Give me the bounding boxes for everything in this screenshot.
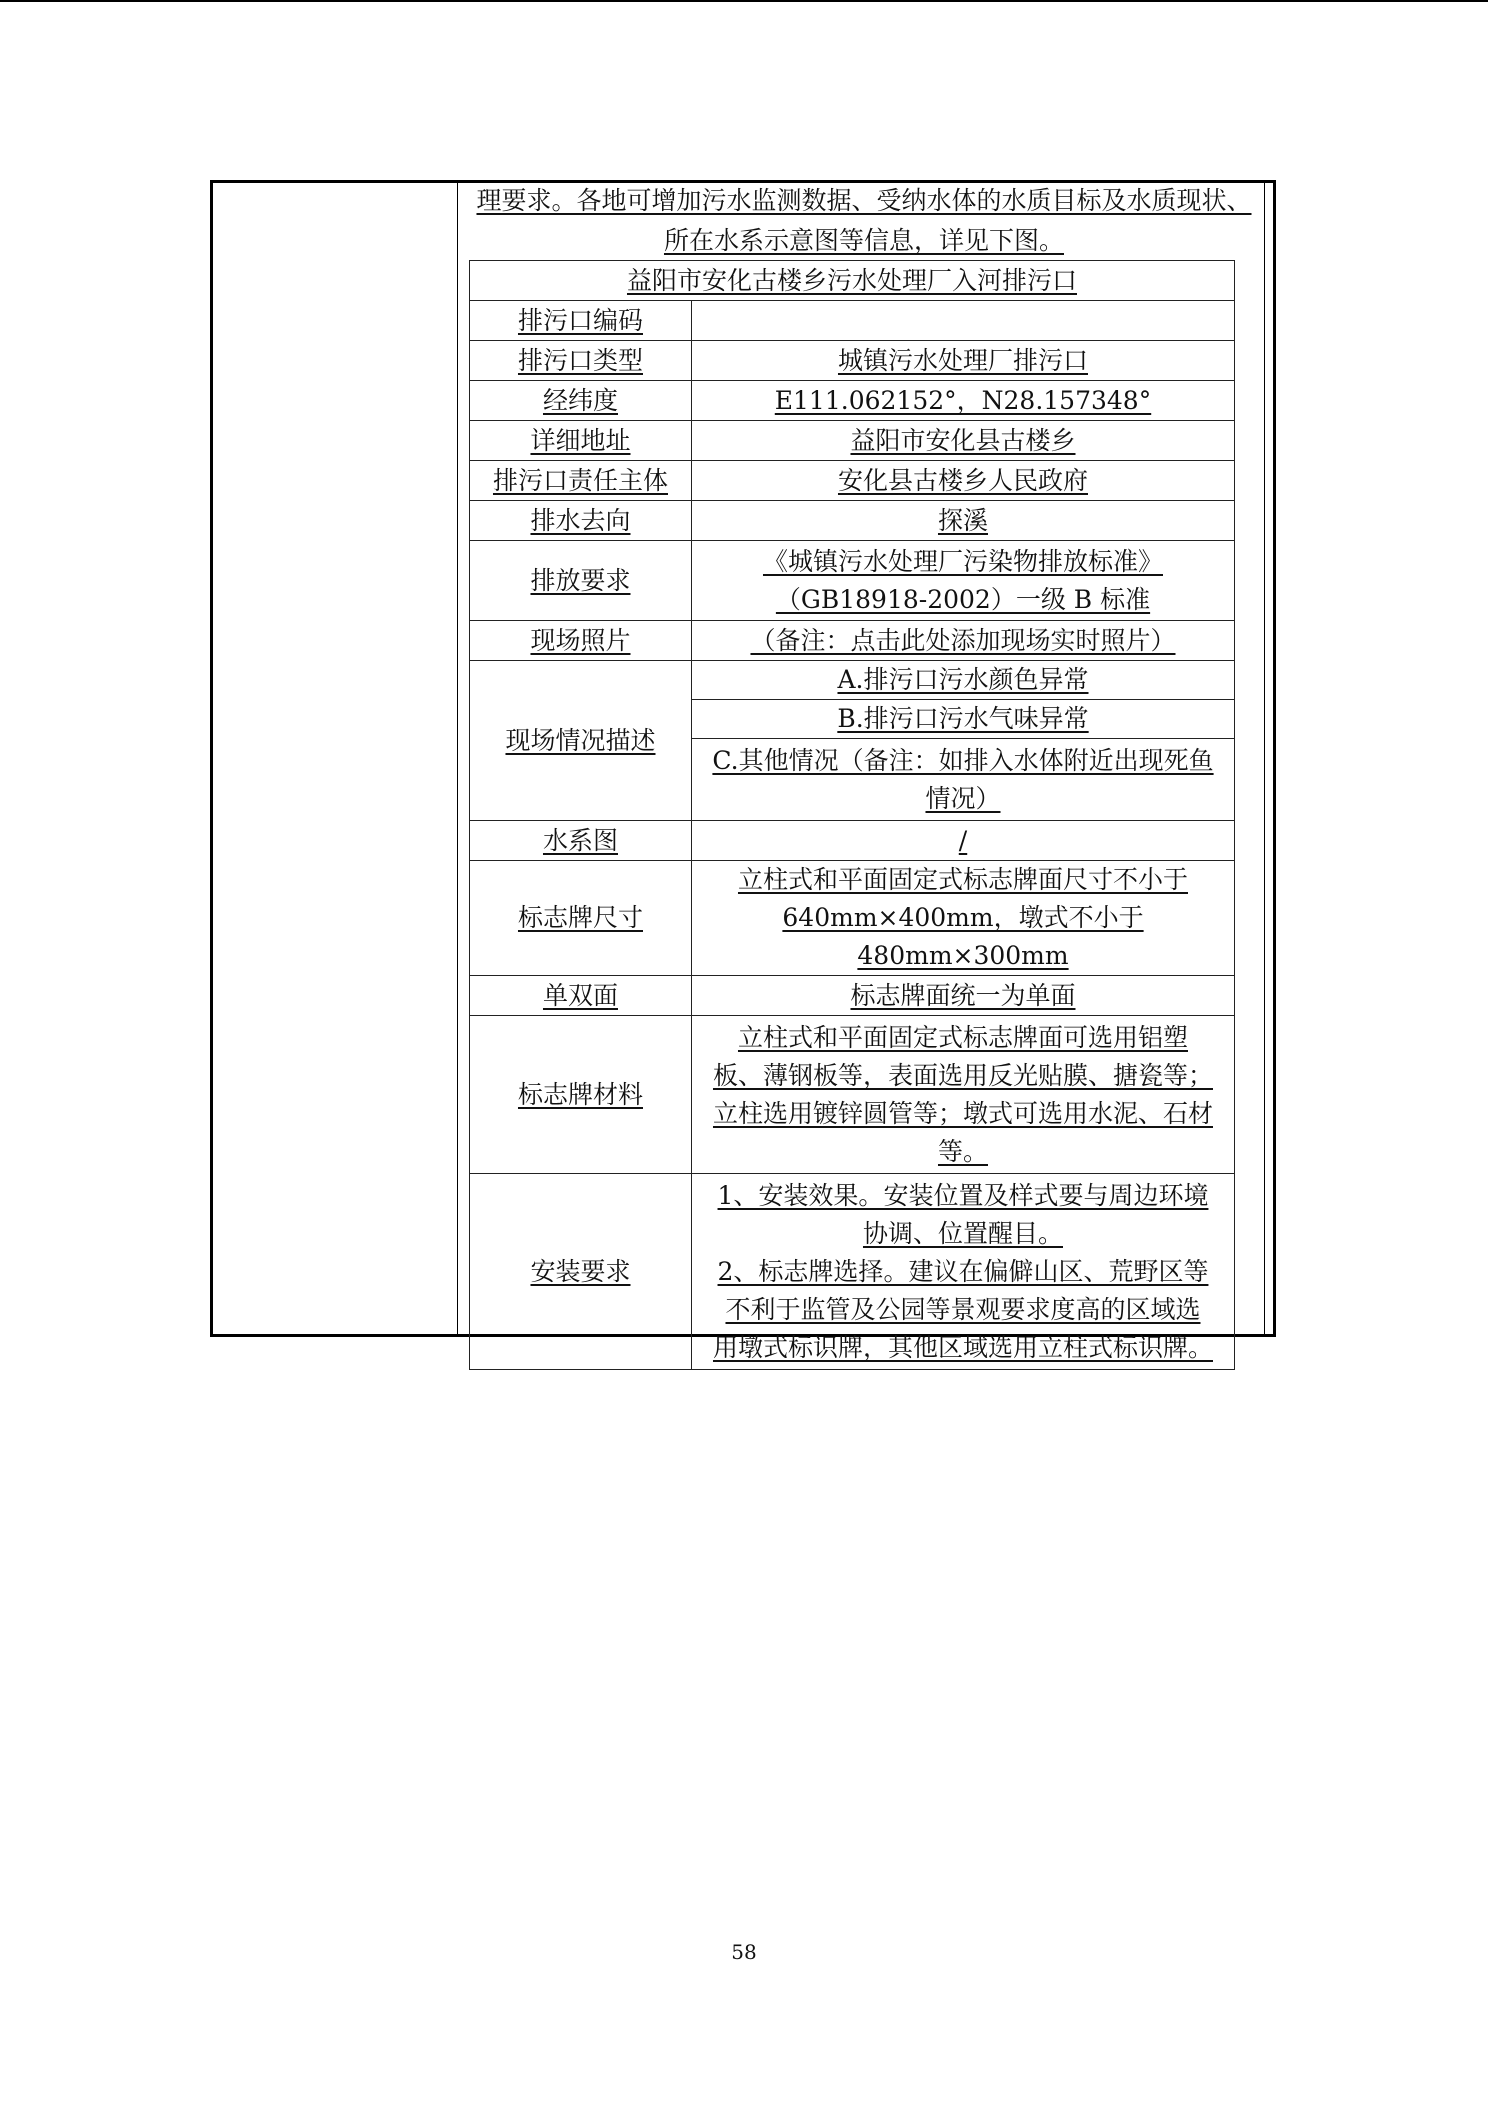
table-row: [470, 341, 1235, 381]
row-value: 益阳市安化县古楼乡: [692, 421, 1235, 461]
row-label: 标志牌材料: [470, 1016, 692, 1174]
row-value: 探溪: [692, 501, 1235, 541]
row-label: 详细地址: [470, 421, 692, 461]
table-row: [470, 821, 1235, 861]
table-row: [470, 501, 1235, 541]
row-value: E111.062152°，N28.157348°: [692, 381, 1235, 421]
table-row: [470, 976, 1235, 1016]
row-value: [692, 301, 1235, 341]
table-row: [470, 621, 1235, 661]
row-label: 现场照片: [470, 621, 692, 661]
row-label: 经纬度: [470, 381, 692, 421]
row-value: 标志牌面统一为单面: [692, 976, 1235, 1016]
table-title-row: [470, 261, 1235, 301]
row-label: 标志牌尺寸: [470, 861, 692, 976]
situation-option: A.排污口污水颜色异常: [692, 661, 1235, 700]
intro-line: 理要求。各地可增加污水监测数据、受纳水体的水质目标及水质现状、: [476, 186, 1252, 215]
row-label: 现场情况描述: [470, 661, 692, 821]
row-label: 水系图: [470, 821, 692, 861]
row-value: 立柱式和平面固定式标志牌面可选用铝塑 板、薄钢板等，表面选用反光贴膜、搪瓷等； 立柱选用镀锌圆管等；墩式可选用水泥、石材 等。: [692, 1016, 1235, 1174]
table-title: 益阳市安化古楼乡污水处理厂入河排污口: [470, 261, 1235, 301]
table-row: [470, 421, 1235, 461]
table-row: [470, 381, 1235, 421]
situation-option: C.其他情况（备注：如排入水体附近出现死鱼 情况）: [692, 739, 1235, 821]
row-value: 立柱式和平面固定式标志牌面尺寸不小于 640mm×400mm，墩式不小于 480mm×300mm: [692, 861, 1235, 976]
row-label: 排污口编码: [470, 301, 692, 341]
row-label: 排污口类型: [470, 341, 692, 381]
row-label: 单双面: [470, 976, 692, 1016]
table-row: [470, 541, 1235, 621]
row-label: 排污口责任主体: [470, 461, 692, 501]
top-border-line: [0, 0, 1488, 2]
table-row: [470, 301, 1235, 341]
situation-option: B.排污口污水气味异常: [692, 700, 1235, 739]
table-row: [470, 461, 1235, 501]
row-label: 安装要求: [470, 1174, 692, 1370]
row-value: 城镇污水处理厂排污口: [692, 341, 1235, 381]
row-value: 安化县古楼乡人民政府: [692, 461, 1235, 501]
row-value: 1、安装效果。安装位置及样式要与周边环境 协调、位置醒目。 2、标志牌选择。建议在偏僻山区、荒野区等 不利于监管及公园等景观要求度高的区域选 用墩式标识牌，其他区域选用立柱式标识牌。: [692, 1174, 1235, 1370]
page-number: 58: [731, 1940, 757, 1964]
intro-line: 所在水系示意图等信息，详见下图。: [663, 226, 1064, 255]
intro-paragraph: [460, 181, 1268, 261]
table-row: [470, 1016, 1235, 1174]
outfall-info-table: [469, 260, 1235, 1370]
row-value[interactable]: （备注：点击此处添加现场实时照片）: [692, 621, 1235, 661]
table-row: [470, 661, 1235, 700]
row-value: /: [692, 821, 1235, 861]
table-row: [470, 861, 1235, 976]
table-row: [470, 1174, 1235, 1370]
row-value: 《城镇污水处理厂污染物排放标准》 （GB18918-2002）一级 B 标准: [692, 541, 1235, 621]
row-label: 排放要求: [470, 541, 692, 621]
left-column-divider: [457, 183, 458, 1334]
row-label: 排水去向: [470, 501, 692, 541]
right-column-divider: [1264, 183, 1265, 1334]
